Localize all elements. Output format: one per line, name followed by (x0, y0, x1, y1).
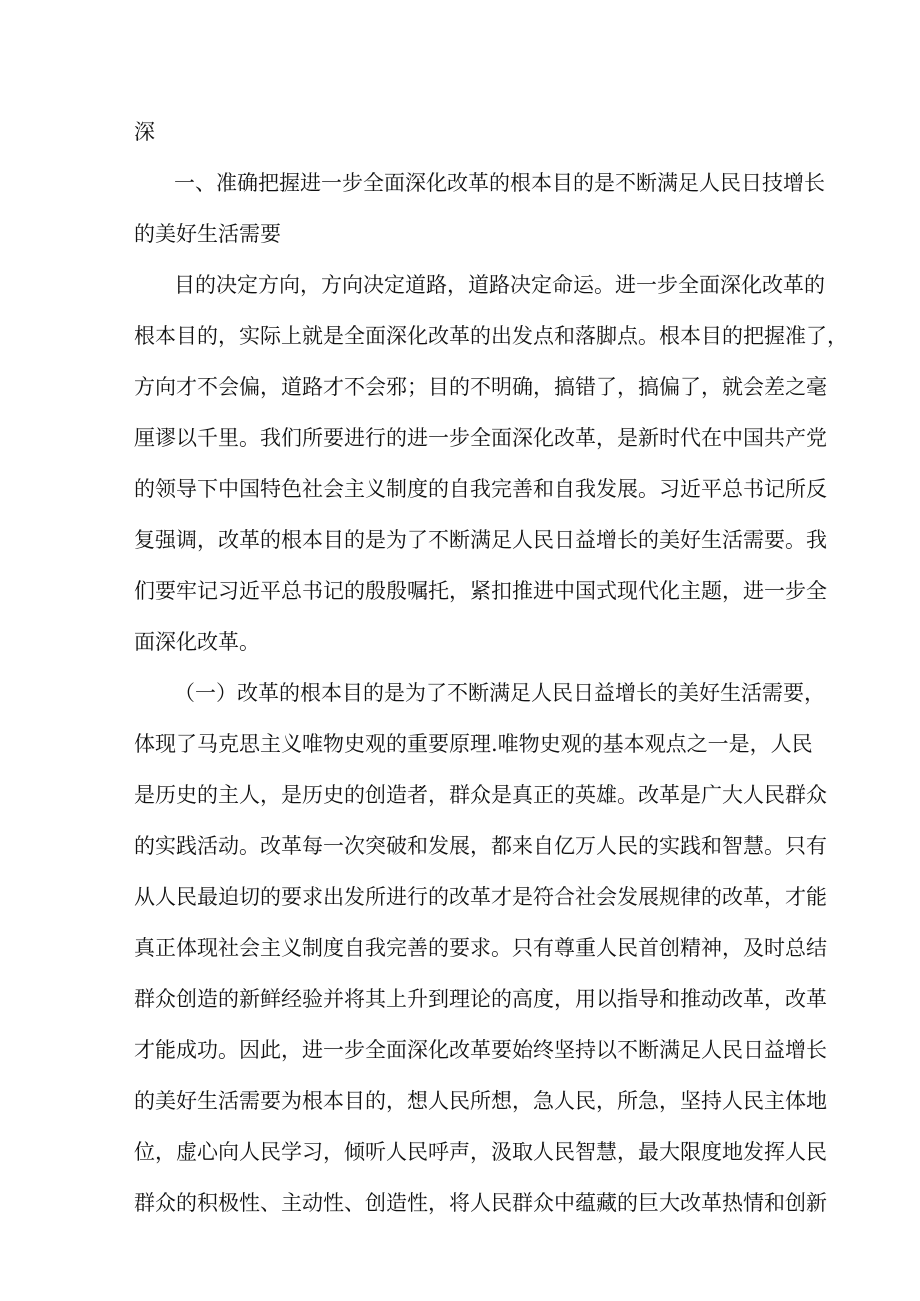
paragraph-line: 群众的积极性、主动性、创造性，将人民群众中蕴藏的巨大改革热情和创新 (134, 1191, 827, 1215)
paragraph-line: 面深化改革。 (134, 630, 260, 654)
paragraph-line: 根本目的，实际上就是全面深化改革的出发点和落脚点。根本目的把握准了， (134, 324, 848, 348)
paragraph-line: 真正体现社会主义制度自我完善的要求。只有尊重人民首创精神，及时总结 (134, 936, 827, 960)
paragraph-line: 体现了马克思主义唯物史观的重要原理.唯物史观的基本观点之一是，人民 (134, 732, 813, 756)
paragraph-line: 们要牢记习近平总书记的殷殷嘱托，紧扣推进中国式现代化主题，进一步全 (134, 579, 827, 603)
paragraph-line: 复强调，改革的根本目的是为了不断满足人民日益增长的美好生活需要。我 (134, 528, 827, 552)
paragraph-line: 从人民最迫切的要求出发所进行的改革才是符合社会发展规律的改革，才能 (134, 885, 827, 909)
paragraph-line: 的实践活动。改革每一次突破和发展，都来自亿万人民的实践和智慧。只有 (134, 834, 827, 858)
paragraph-line: 群众创造的新鲜经验并将其上升到理论的高度，用以指导和推动改革，改革 (134, 987, 827, 1011)
paragraph-line: 是历史的主人，是历史的创造者，群众是真正的英雄。改革是广大人民群众 (134, 783, 827, 807)
paragraph-line: 位，虚心向人民学习，倾听人民呼声，汲取人民智慧，最大限度地发挥人民 (134, 1140, 827, 1164)
subsection-line: （一）改革的根本目的是为了不断满足人民日益增长的美好生活需要， (174, 681, 825, 705)
document-page (134, 116, 848, 1238)
text-line-fragment: 深 (134, 120, 155, 144)
paragraph-line: 的领导下中国特色社会主义制度的自我完善和自我发展。习近平总书记所反 (134, 477, 827, 501)
paragraph-line: 才能成功。因此，进一步全面深化改革要始终坚持以不断满足人民日益增长 (134, 1038, 827, 1062)
paragraph-line: 厘谬以千里。我们所要进行的进一步全面深化改革，是新时代在中国共产党 (134, 426, 827, 450)
paragraph-line: 的美好生活需要为根本目的，想人民所想，急人民，所急，坚持人民主体地 (134, 1089, 827, 1113)
paragraph-line: 目的决定方向，方向决定道路，道路决定命运。进一步全面深化改革的 (174, 273, 825, 297)
section-heading-line-1: 一、准确把握进一步全面深化改革的根本目的是不断满足人民日技增长 (174, 171, 825, 195)
section-heading-line-2: 的美好生活需要 (134, 222, 281, 246)
paragraph-line: 方向才不会偏，道路才不会邪；目的不明确，搞错了，搞偏了，就会差之毫 (134, 375, 827, 399)
